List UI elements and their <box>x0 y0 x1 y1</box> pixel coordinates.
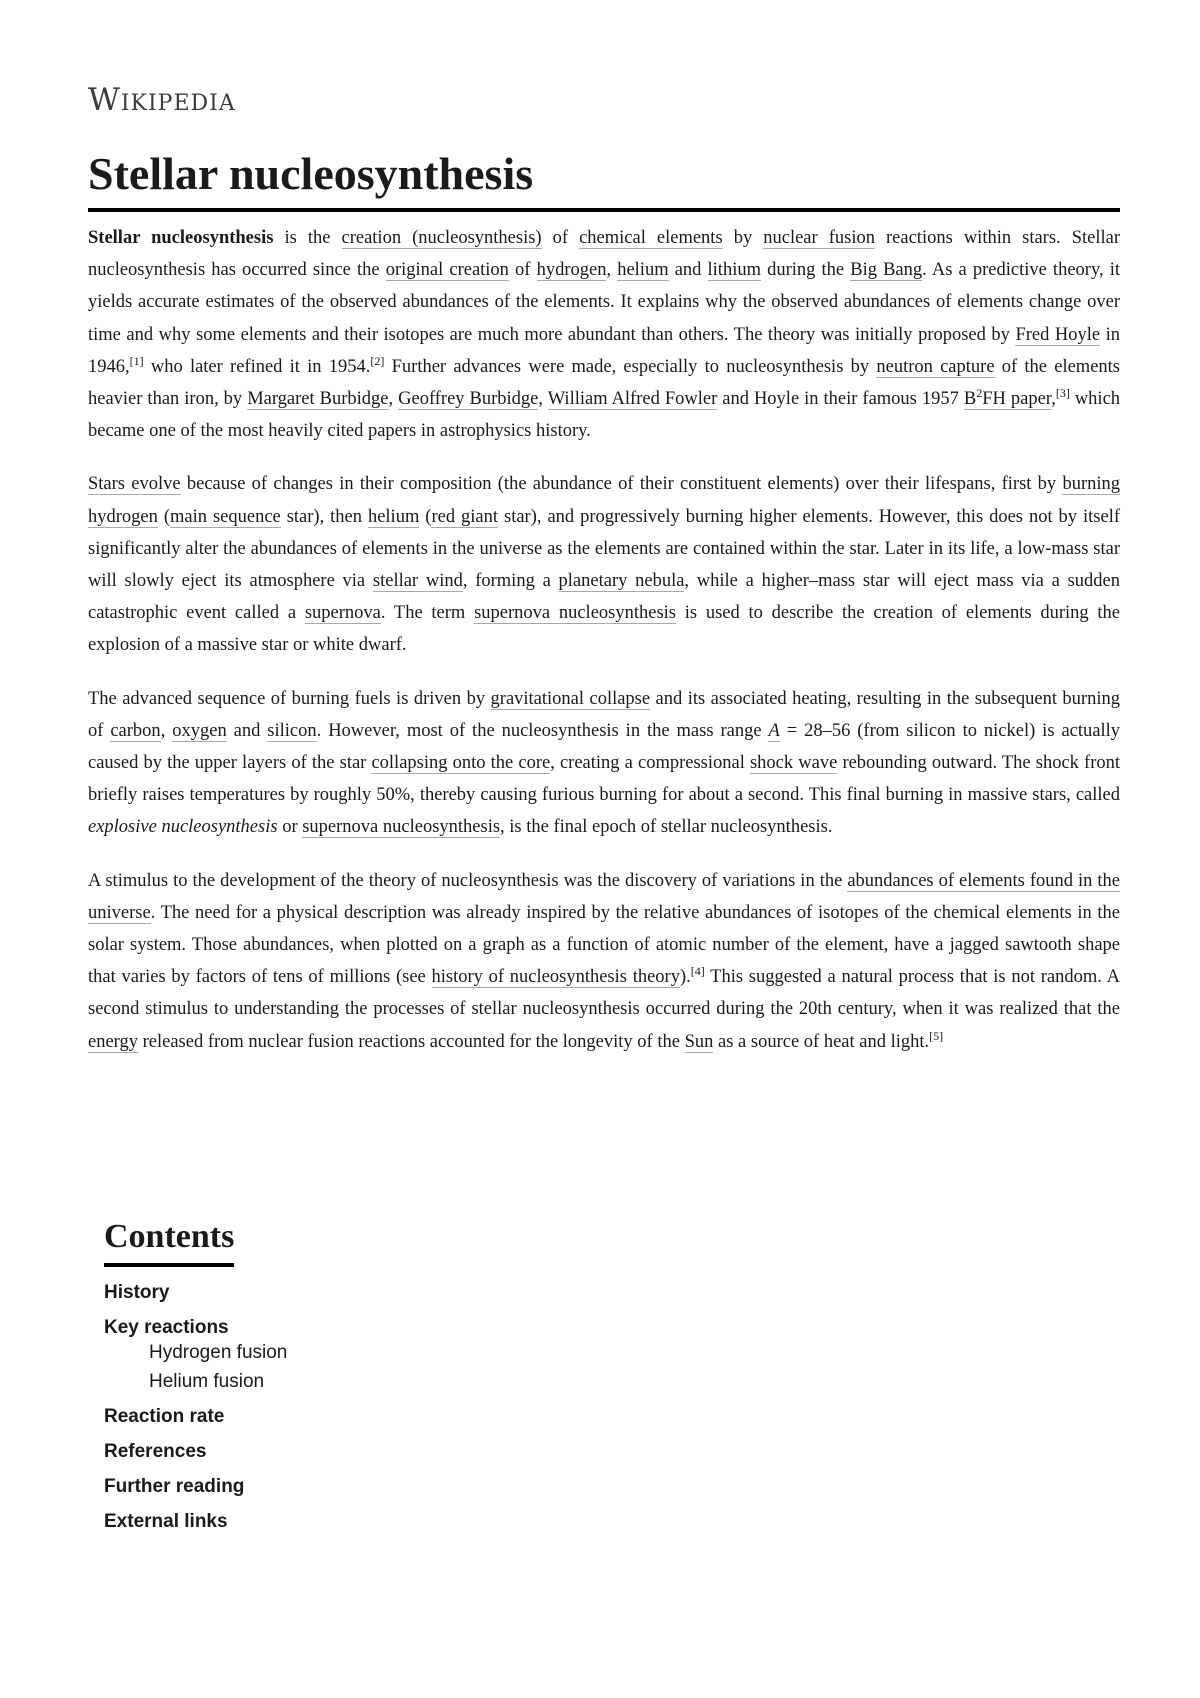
link-chemical-elements[interactable]: chemical elements <box>579 228 723 248</box>
reference-1[interactable]: [1] <box>129 353 144 368</box>
page-title: Stellar nucleosynthesis <box>88 146 1120 212</box>
wikipedia-wordmark[interactable]: Wikipedia <box>88 82 236 118</box>
italic-term: explosive nucleosynthesis <box>88 817 278 838</box>
link-creation-nucleosynthesis[interactable]: creation (nucleosynthesis) <box>341 228 542 248</box>
link-supernova[interactable]: supernova <box>304 603 381 624</box>
bold-term: Stellar nucleosynthesis <box>88 228 274 248</box>
link-mass-number[interactable]: A <box>768 720 780 741</box>
reference-5[interactable]: [5] <box>929 1028 944 1043</box>
toc-item-references[interactable]: References <box>104 1441 207 1462</box>
reference-4[interactable]: [4] <box>690 964 705 979</box>
paragraph-3: The advanced sequence of burning fuels is driven by gravitational collapse and its associated heating, resulting in the subsequent burning of carbon, oxygen and silicon. However, most of the nucleosynthesis in the mass range A = 28–56 (from silicon to nickel) is actually caused by the upper layers of the star collapsing onto the core, creating a compressional shock wave rebounding outward. The shock front briefly raises temperatures by roughly 50%, thereby causing furious burning for about a second. This final burning in massive stars, called explosive nucleosynthesis or supernova nucleosynthesis, is the final epoch of stellar nucleosynthesis. <box>88 688 1120 838</box>
link-helium[interactable]: helium <box>617 260 669 281</box>
toc-item-hydrogen-fusion[interactable]: Hydrogen fusion <box>149 1342 288 1363</box>
link-stellar-wind[interactable]: stellar wind <box>372 571 463 592</box>
toc-item-key-reactions-label[interactable]: Key reactions <box>104 1317 229 1338</box>
link-nuclear-fusion[interactable]: nuclear fusion <box>763 228 875 248</box>
link-planetary-nebula[interactable]: planetary nebula <box>558 571 685 592</box>
link-stars-evolve[interactable]: Stars evolve <box>88 474 181 495</box>
link-supernova-nucleosynthesis[interactable]: supernova nucleosynthesis <box>474 603 676 624</box>
link-geoffrey-burbidge[interactable]: Geoffrey Burbidge <box>398 389 539 410</box>
link-original-creation[interactable]: original creation <box>385 260 509 281</box>
link-burning-hydrogen[interactable]: burning hydrogen <box>88 474 1121 527</box>
reference-3[interactable]: [3] <box>1055 386 1070 401</box>
link-fred-hoyle[interactable]: Fred Hoyle <box>1015 324 1101 345</box>
toc-item-further-reading[interactable]: Further reading <box>104 1476 245 1497</box>
link-collapsing-onto-the-core[interactable]: collapsing onto the core <box>371 753 551 774</box>
table-of-contents <box>104 1215 287 1545</box>
article-page <box>88 80 1120 1079</box>
paragraph-1: Stellar nucleosynthesis is the creation (nucleosynthesis) of chemical elements by nuclear fusion reactions within stars. Stellar nucleosynthesis has occurred since the original creation of hydrogen, helium and lithium during the Big Bang. As a predictive theory, it yields accurate estimates of the observed abundances of the elements. It explains why the observed abundances of elements change over time and why some elements and their isotopes are much more abundant than others. The theory was initially proposed by Fred Hoyle in 1946,[1] who later refined it in 1954.[2] Further advances were made, especially to nucleosynthesis by neutron capture of the elements heavier than iron, by Margaret Burbidge, Geoffrey Burbidge, William Alfred Fowler and Hoyle in their famous 1957 $B^2FH$ paper,[3] which became one of the most heavily cited papers in astrophysics history. <box>88 228 1121 442</box>
link-margaret-burbidge[interactable]: Margaret Burbidge <box>247 389 389 410</box>
link-red-giant[interactable]: red giant <box>431 506 499 527</box>
paragraph-4: A stimulus to the development of the theory of nucleosynthesis was the discovery of variations in the abundances of elements found in the universe. The need for a physical description was already inspired by the relative abundances of isotopes of the chemical elements in the solar system. Those abundances, when plotted on a graph as a function of atomic number of the element, have a jagged sawtooth shape that varies by factors of tens of millions (see history of nucleosynthesis theory).[4] This suggested a natural process that is not random. A second stimulus to understanding the processes of stellar nucleosynthesis occurred during the 20th century, when it was realized that the energy released from nuclear fusion reactions accounted for the longevity of the Sun as a source of heat and light.[5] <box>88 870 1121 1052</box>
link-b2fh-paper[interactable]: $B^2FH$ paper <box>963 386 1052 410</box>
link-gravitational-collapse[interactable]: gravitational collapse <box>490 688 651 709</box>
link-supernova-nucleosynthesis-2[interactable]: supernova nucleosynthesis <box>302 817 501 838</box>
toc-sublist <box>149 1341 287 1394</box>
link-hydrogen[interactable]: hydrogen <box>536 260 607 281</box>
toc-list <box>104 1281 287 1534</box>
toc-item-history[interactable]: History <box>104 1282 170 1303</box>
link-silicon[interactable]: silicon <box>267 720 317 741</box>
toc-item-reaction-rate[interactable]: Reaction rate <box>104 1406 225 1427</box>
reference-2[interactable]: [2] <box>370 353 385 368</box>
link-abundances-of-elements[interactable]: abundances of elements found in the universe <box>88 870 1121 923</box>
toc-item-helium-fusion[interactable]: Helium fusion <box>149 1371 265 1392</box>
toc-item-external-links[interactable]: External links <box>104 1511 228 1532</box>
link-oxygen[interactable]: oxygen <box>172 720 227 741</box>
link-big-bang[interactable]: Big Bang <box>850 260 923 281</box>
link-main-sequence[interactable]: main sequence <box>170 506 281 527</box>
link-carbon[interactable]: carbon <box>110 720 161 741</box>
link-energy[interactable]: energy <box>88 1031 138 1052</box>
link-lithium[interactable]: lithium <box>707 260 761 281</box>
link-william-alfred-fowler[interactable]: William Alfred Fowler <box>547 389 718 410</box>
link-sun[interactable]: Sun <box>684 1031 714 1052</box>
link-helium-burning[interactable]: helium <box>367 506 420 527</box>
link-history-of-nucleosynthesis-theory[interactable]: history of nucleosynthesis theory <box>431 967 680 988</box>
paragraph-2: Stars evolve because of changes in their composition (the abundance of their constituent elements) over their lifespans, first by burning hydrogen (main sequence star), then helium (red giant star), and progressively burning higher elements. However, this does not by itself significantly alter the abundances of elements in the universe as the elements are contained within the star. Later in its life, a low-mass star will slowly eject its atmosphere via stellar wind, forming a planetary nebula, while a higher–mass star will eject mass via a sudden catastrophic event called a supernova. The term supernova nucleosynthesis is used to describe the creation of elements during the explosion of a massive star or white dwarf. <box>88 474 1121 656</box>
toc-item-key-reactions <box>104 1316 287 1394</box>
link-shock-wave[interactable]: shock wave <box>749 753 838 774</box>
article-body <box>88 222 1120 1058</box>
link-neutron-capture[interactable]: neutron capture <box>876 356 995 377</box>
toc-heading: Contents <box>104 1215 234 1267</box>
